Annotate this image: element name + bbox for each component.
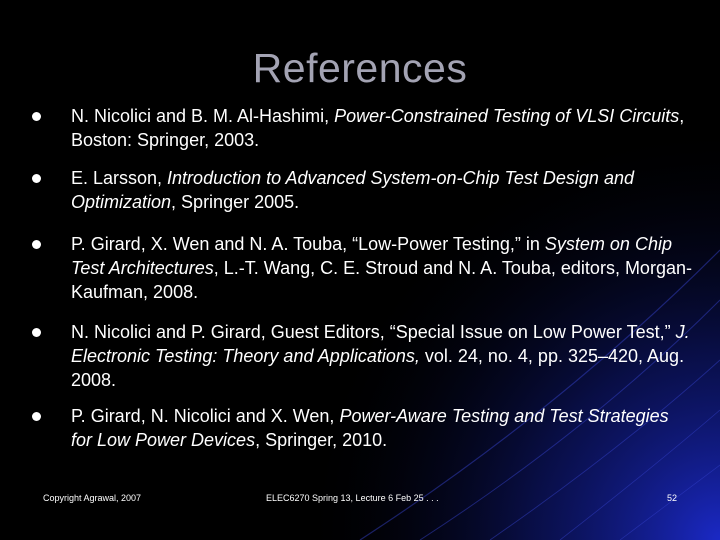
reference-work-title: Power-Aware Testing and Test Strategies for Low Power Devices [71,406,669,450]
reference-text [71,166,693,214]
reference-work-title: Power-Constrained Testing of VLSI Circuits [334,106,680,126]
reference-segment: P. Girard, N. Nicolici and X. Wen, [71,406,340,426]
reference-segment: , Springer 2005. [171,192,300,212]
slide-title: References [252,45,468,91]
bullet-icon [32,240,41,249]
reference-text [71,404,693,452]
reference-segment: , Boston: Springer, 2003. [71,106,685,150]
footer-course-info: ELEC6270 Spring 13, Lecture 6 Feb 25 . . . [266,493,439,503]
bullet-icon [32,412,41,421]
footer-copyright: Copyright Agrawal, 2007 [43,493,142,503]
reference-segment: E. Larsson, [71,168,168,188]
reference-text [71,232,693,304]
reference-work-title: System on Chip Test Architectures [71,234,672,278]
bullet-icon [32,112,41,121]
footer-page-number: 52 [666,493,677,503]
reference-segment: N. Nicolici and P. Girard, Guest Editors, “Special Issue on Low Power Test,” [71,322,676,342]
reference-segment: , Springer, 2010. [255,430,388,450]
bullet-icon [32,174,41,183]
reference-segment: , L.-T. Wang, C. E. Stroud and N. A. Touba, editors, Morgan-Kaufman, 2008. [71,258,692,302]
reference-work-title: Introduction to Advanced System-on-Chip Test Design and Optimization [71,168,634,212]
reference-segment: N. Nicolici and B. M. Al-Hashimi, [71,106,335,126]
reference-segment: P. Girard, X. Wen and N. A. Touba, “Low-Power Testing,” in [71,234,545,254]
reference-work-title: J. Electronic Testing: Theory and Applications, [71,322,690,366]
reference-segment: vol. 24, no. 4, pp. 325–420, Aug. 2008. [71,346,685,390]
reference-text [71,320,693,392]
bullet-icon [32,328,41,337]
reference-text [71,104,693,152]
